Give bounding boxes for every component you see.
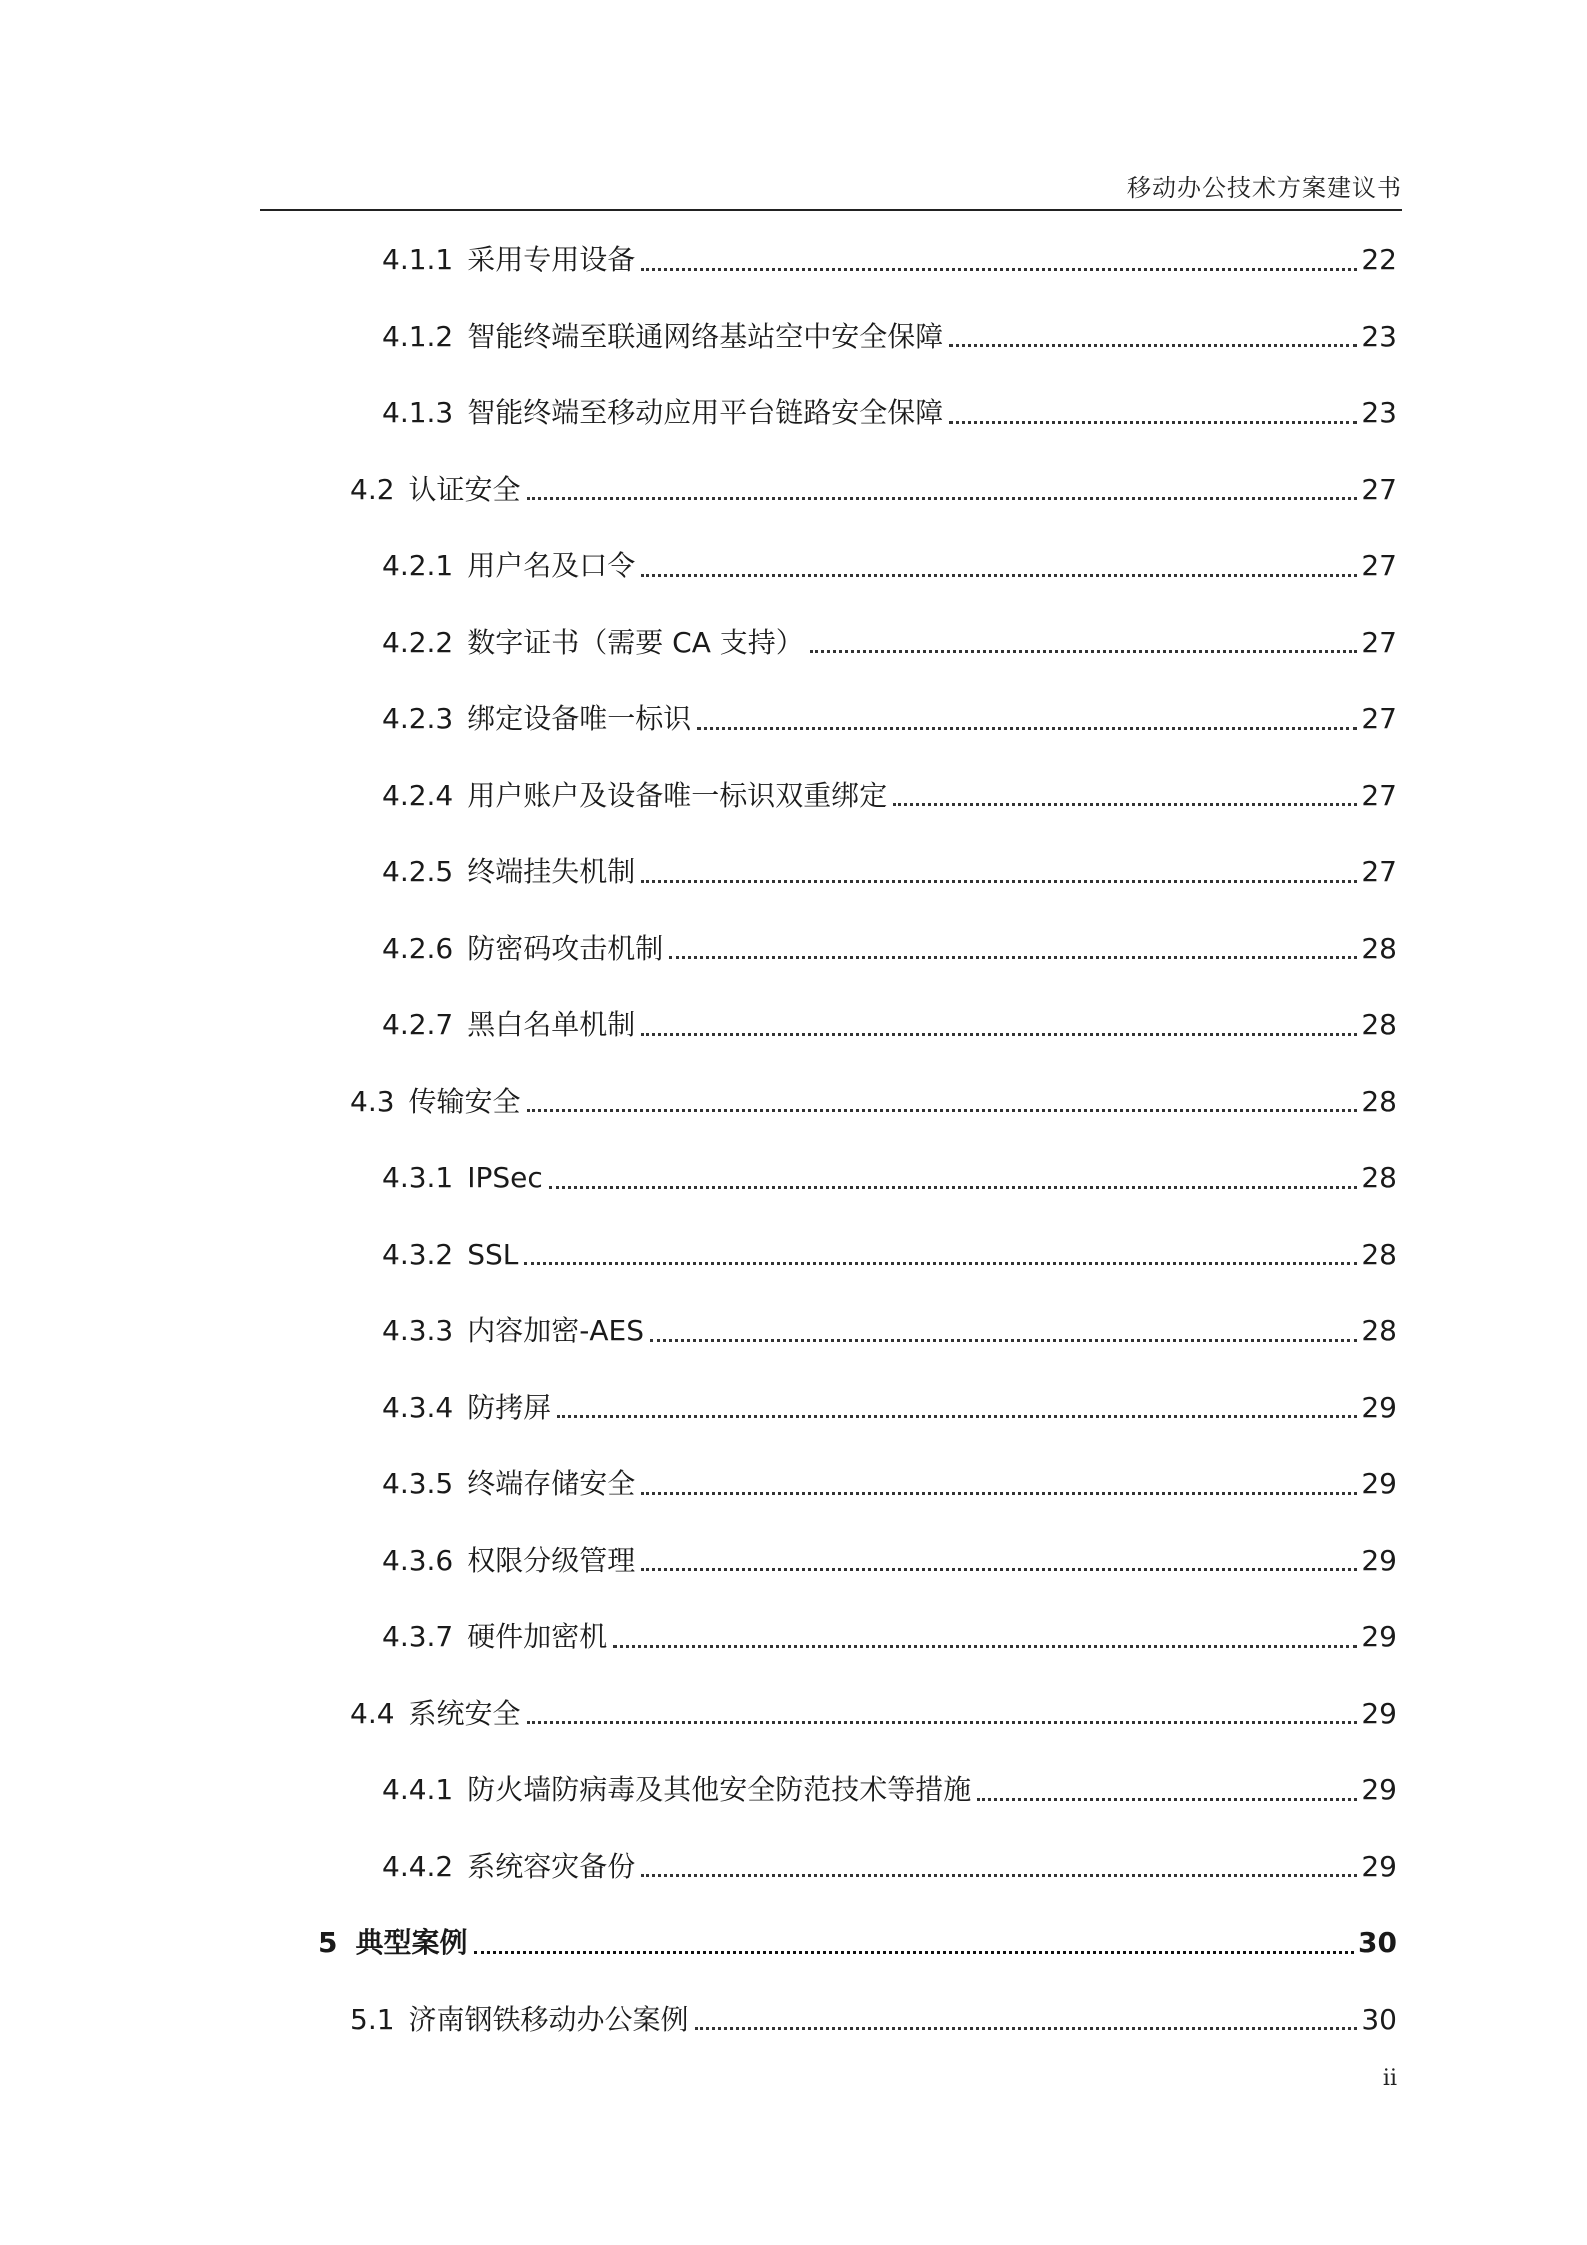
toc-entry-title: IPSec xyxy=(467,1161,543,1194)
toc-entry-page-number: 29 xyxy=(1361,1620,1397,1653)
toc-entry[interactable] xyxy=(382,987,1397,1063)
toc-entry-title: 济南钢铁移动办公案例 xyxy=(408,2002,689,2036)
toc-entry[interactable] xyxy=(382,1293,1397,1369)
toc-dot-leader xyxy=(641,574,1357,577)
toc-entry-number: 4.2.7 xyxy=(382,1008,454,1041)
toc-entry-page-number: 28 xyxy=(1361,931,1397,965)
toc-entry-page-number: 30 xyxy=(1358,1926,1397,1959)
toc-dot-leader xyxy=(949,421,1357,424)
toc-dot-leader xyxy=(949,344,1357,347)
toc-entry-number: 4.1.3 xyxy=(382,396,454,429)
toc-entry-page-number: 22 xyxy=(1361,243,1397,276)
toc-entry-number: 4.3.2 xyxy=(382,1237,454,1271)
toc-entry[interactable] xyxy=(382,758,1397,834)
toc-entry-title: 采用专用设备 xyxy=(467,243,636,276)
toc-entry-number: 4.3 xyxy=(350,1084,395,1118)
toc-dot-leader xyxy=(549,1186,1358,1189)
toc-entry-page-number: 29 xyxy=(1361,1390,1397,1424)
toc-dot-leader xyxy=(613,1645,1357,1648)
toc-entry-page-number: 27 xyxy=(1361,778,1397,812)
toc-entry[interactable] xyxy=(318,1905,1397,1981)
toc-entry-page-number: 27 xyxy=(1361,855,1397,888)
toc-entry-number: 4.1.1 xyxy=(382,243,454,276)
toc-dot-leader xyxy=(474,1951,1355,1954)
toc-entry[interactable] xyxy=(382,1752,1397,1828)
toc-entry[interactable] xyxy=(382,1523,1397,1599)
toc-entry-number: 4.3.5 xyxy=(382,1467,454,1500)
toc-entry[interactable] xyxy=(382,834,1397,910)
toc-entry-title: 认证安全 xyxy=(408,472,521,506)
toc-dot-leader xyxy=(695,2027,1358,2030)
toc-dot-leader xyxy=(641,1874,1357,1877)
toc-entry-title: 权限分级管理 xyxy=(467,1543,636,1577)
toc-entry-number: 4.3.4 xyxy=(382,1390,454,1424)
toc-entry-number: 4.2.4 xyxy=(382,778,454,812)
toc-entry[interactable] xyxy=(350,452,1397,528)
toc-entry-page-number: 30 xyxy=(1361,2002,1397,2036)
toc-entry-title: 终端挂失机制 xyxy=(467,855,636,888)
footer-page-number: ii xyxy=(1382,2066,1397,2091)
toc-entry-title: 用户名及口令 xyxy=(467,549,636,582)
toc-entry[interactable] xyxy=(382,1829,1397,1905)
toc-entry[interactable] xyxy=(382,681,1397,757)
toc-entry-title: 智能终端至联通网络基站空中安全保障 xyxy=(467,319,944,353)
toc-entry[interactable] xyxy=(382,528,1397,604)
toc-entry-number: 4.2.3 xyxy=(382,702,454,735)
toc-dot-leader xyxy=(669,956,1357,959)
toc-entry[interactable] xyxy=(382,1599,1397,1675)
toc-entry-number: 4.2.2 xyxy=(382,625,454,659)
toc-entry[interactable] xyxy=(382,375,1397,451)
toc-entry-number: 4.4 xyxy=(350,1696,395,1730)
toc-entry-number: 4.2.6 xyxy=(382,931,454,965)
toc-entry-number: 4.2.1 xyxy=(382,549,454,582)
toc-entry-title: 系统安全 xyxy=(408,1696,521,1730)
toc-entry-page-number: 28 xyxy=(1361,1237,1397,1271)
toc-dot-leader xyxy=(650,1339,1357,1342)
toc-entry-number: 4.3.7 xyxy=(382,1620,454,1653)
toc-entry-title: 防拷屏 xyxy=(467,1390,552,1424)
toc-entry[interactable] xyxy=(382,911,1397,987)
toc-entry-number: 4.2 xyxy=(350,472,395,506)
toc-dot-leader xyxy=(641,1568,1357,1571)
toc-entry-page-number: 28 xyxy=(1361,1084,1397,1118)
toc-entry-title: 防火墙防病毒及其他安全防范技术等措施 xyxy=(467,1773,972,1806)
toc-entry-page-number: 27 xyxy=(1361,549,1397,582)
toc-dot-leader xyxy=(810,650,1358,653)
toc-entry-page-number: 28 xyxy=(1361,1161,1397,1194)
toc-dot-leader xyxy=(524,1262,1357,1265)
toc-dot-leader xyxy=(641,1033,1357,1036)
toc-entry-title: 黑白名单机制 xyxy=(467,1008,636,1041)
toc-entry[interactable] xyxy=(350,1982,1397,2058)
toc-entry-title: 数字证书（需要 CA 支持） xyxy=(467,625,804,659)
toc-entry-title: 硬件加密机 xyxy=(467,1620,608,1653)
toc-entry-title: 绑定设备唯一标识 xyxy=(467,702,692,735)
toc-entry-title: 用户账户及设备唯一标识双重绑定 xyxy=(467,778,888,812)
toc-entry-page-number: 23 xyxy=(1361,396,1397,429)
toc-entry[interactable] xyxy=(382,1370,1397,1446)
toc-entry-number: 4.1.2 xyxy=(382,319,454,353)
toc-entry-title: 传输安全 xyxy=(408,1084,521,1118)
toc-entry[interactable] xyxy=(382,299,1397,375)
toc-entry-page-number: 29 xyxy=(1361,1849,1397,1883)
toc-entry-number: 4.3.6 xyxy=(382,1543,454,1577)
toc-entry-title: SSL xyxy=(467,1237,519,1271)
toc-entry-number: 4.3.3 xyxy=(382,1314,454,1347)
toc-entry-page-number: 27 xyxy=(1361,625,1397,659)
toc-entry-page-number: 27 xyxy=(1361,702,1397,735)
toc-entry-title: 防密码攻击机制 xyxy=(467,931,664,965)
toc-dot-leader xyxy=(527,1109,1358,1112)
toc-entry-page-number: 27 xyxy=(1361,472,1397,506)
toc-entry-number: 5 xyxy=(318,1926,338,1959)
toc-dot-leader xyxy=(893,803,1357,806)
toc-entry-page-number: 28 xyxy=(1361,1314,1397,1347)
toc-entry-number: 4.4.1 xyxy=(382,1773,454,1806)
toc-entry[interactable] xyxy=(382,605,1397,681)
toc-dot-leader xyxy=(641,268,1357,271)
toc-entry-page-number: 29 xyxy=(1361,1543,1397,1577)
toc-entry[interactable] xyxy=(382,1446,1397,1522)
toc-entry-number: 4.4.2 xyxy=(382,1849,454,1883)
toc-dot-leader xyxy=(697,727,1357,730)
toc-dot-leader xyxy=(977,1798,1357,1801)
toc-dot-leader xyxy=(527,497,1358,500)
toc-entry-title: 智能终端至移动应用平台链路安全保障 xyxy=(467,396,944,429)
toc-entry-page-number: 28 xyxy=(1361,1008,1397,1041)
toc-entry[interactable] xyxy=(382,1140,1397,1216)
toc-entry-page-number: 29 xyxy=(1361,1696,1397,1730)
toc-entry-title: 系统容灾备份 xyxy=(467,1849,636,1883)
toc-entry-title: 终端存储安全 xyxy=(467,1467,636,1500)
document-header-title: 移动办公技术方案建议书 xyxy=(1127,174,1402,202)
toc-dot-leader xyxy=(641,880,1357,883)
toc-entry-number: 4.2.5 xyxy=(382,855,454,888)
toc-entry-title: 典型案例 xyxy=(355,1926,468,1959)
toc-entry[interactable] xyxy=(382,1217,1397,1293)
toc-entry-page-number: 29 xyxy=(1361,1773,1397,1806)
toc-entry-number: 5.1 xyxy=(350,2002,395,2036)
toc-dot-leader xyxy=(641,1492,1357,1495)
toc-dot-leader xyxy=(557,1415,1357,1418)
toc-entry[interactable] xyxy=(382,222,1397,298)
toc-entry-page-number: 29 xyxy=(1361,1467,1397,1500)
toc-entry-number: 4.3.1 xyxy=(382,1161,454,1194)
toc-entry-page-number: 23 xyxy=(1361,319,1397,353)
toc-entry-title: 内容加密-AES xyxy=(467,1314,644,1347)
toc-dot-leader xyxy=(527,1721,1358,1724)
toc-entry[interactable] xyxy=(350,1064,1397,1140)
toc-entry[interactable] xyxy=(350,1676,1397,1752)
header-divider xyxy=(260,209,1402,211)
